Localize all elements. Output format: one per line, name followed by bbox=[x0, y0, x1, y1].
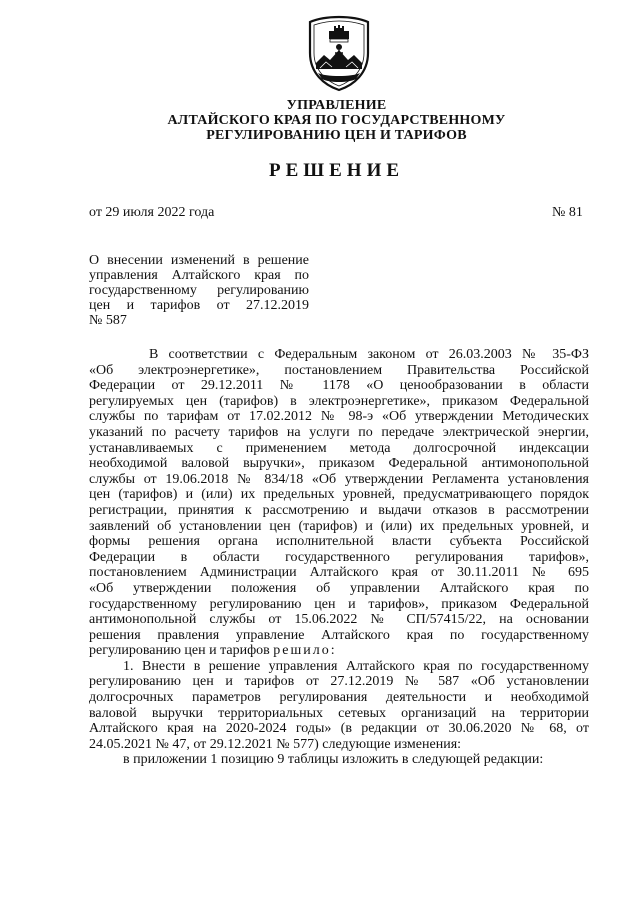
body-line: регулируемых цен (тарифов) в электроэнергетике», приказом Федеральной bbox=[89, 393, 589, 409]
body-line: решения правления управление Алтайского края по государственному bbox=[89, 627, 589, 643]
body-line-text: регулированию цен и тарифов bbox=[89, 643, 274, 659]
subject-line: государственному регулированию bbox=[89, 283, 309, 298]
subject-line: цен и тарифов от 27.12.2019 bbox=[89, 298, 309, 313]
subject-line: № 587 bbox=[89, 313, 127, 328]
subject-line: управления Алтайского края по bbox=[89, 268, 309, 283]
document-body bbox=[89, 347, 589, 768]
authority-line: УПРАВЛЕНИЕ bbox=[286, 98, 387, 113]
body-line: заявлений об установлении цен (тарифов) и (или) их предельных уровней, и bbox=[89, 518, 589, 534]
authority-line: АЛТАЙСКОГО КРАЯ ПО ГОСУДАРСТВЕННОМУ bbox=[167, 113, 506, 128]
body-line: регистрации, принятия к рассмотрению и выдачи отказов в рассмотрении bbox=[89, 502, 589, 518]
coat-of-arms-emblem bbox=[306, 13, 372, 93]
body-line: государственному регулированию цен и тарифов», приказом Федеральной bbox=[89, 596, 589, 612]
body-line: регулированию цен и тарифов от 27.12.2019 № 587 «Об установлении bbox=[89, 674, 589, 690]
body-line: антимонопольной службы от 15.06.2022 № СП/57415/22, на основании bbox=[89, 612, 589, 628]
body-line: указаний по расчету тарифов на услуги по передаче электрической энергии, bbox=[89, 424, 589, 440]
body-line bbox=[89, 643, 589, 659]
body-line: устанавливаемых с применением метода долгосрочной индексации bbox=[89, 440, 589, 456]
body-line: службы по тарифам от 17.02.2012 № 98-э «Об утверждении Методических bbox=[89, 409, 589, 425]
subject-line: О внесении изменений в решение bbox=[89, 253, 309, 268]
document-date: от 29 июля 2022 года bbox=[89, 205, 215, 220]
document-title: РЕШЕНИЕ bbox=[268, 160, 405, 181]
body-line: формы решения органа исполнительной власти субъекта Российской bbox=[89, 534, 589, 550]
body-line: долгосрочных параметров регулирования деятельности и необходимой bbox=[89, 690, 589, 706]
resolution-keyword: решило: bbox=[273, 643, 337, 659]
document-subject bbox=[89, 253, 309, 328]
body-line: в приложении 1 позицию 9 таблицы изложить в следующей редакции: bbox=[123, 752, 544, 768]
body-line: постановлением Администрации Алтайского края от 30.11.2011 № 695 bbox=[89, 565, 589, 581]
body-line: «Об электроэнергетике», постановлением Правительства Российской bbox=[89, 362, 589, 378]
body-line: службы от 19.06.2018 № 834/18 «Об утверждении Регламента установления bbox=[89, 471, 589, 487]
body-line: 24.05.2021 № 47, от 29.12.2021 № 577) следующие изменения: bbox=[89, 736, 462, 752]
body-line: валовой выручки территориальных сетевых организаций на территории bbox=[89, 705, 589, 721]
body-line: цен (тарифов) и (или) их предельных уровней, предусматривающего порядок bbox=[89, 487, 589, 503]
body-line: необходимой валовой выручки», приказом Федеральной антимонопольной bbox=[89, 456, 589, 472]
body-line: Федерации от 29.12.2011 № 1178 «О ценообразовании в области bbox=[89, 378, 589, 394]
body-line: 1. Внести в решение управления Алтайского края по государственному bbox=[123, 658, 589, 674]
body-line: «Об утверждении положения об управлении Алтайского края по bbox=[89, 580, 589, 596]
body-line: Алтайского края на 2020-2024 годы» (в редакции от 30.06.2020 № 68, от bbox=[89, 721, 589, 737]
document-number: № 81 bbox=[552, 205, 583, 220]
body-line: Федерации в области государственного регулирования тарифов», bbox=[89, 549, 589, 565]
authority-line: РЕГУЛИРОВАНИЮ ЦЕН И ТАРИФОВ bbox=[206, 128, 467, 143]
body-line: В соответствии с Федеральным законом от 26.03.2003 № 35-ФЗ bbox=[149, 347, 589, 362]
issuing-authority bbox=[0, 98, 639, 143]
